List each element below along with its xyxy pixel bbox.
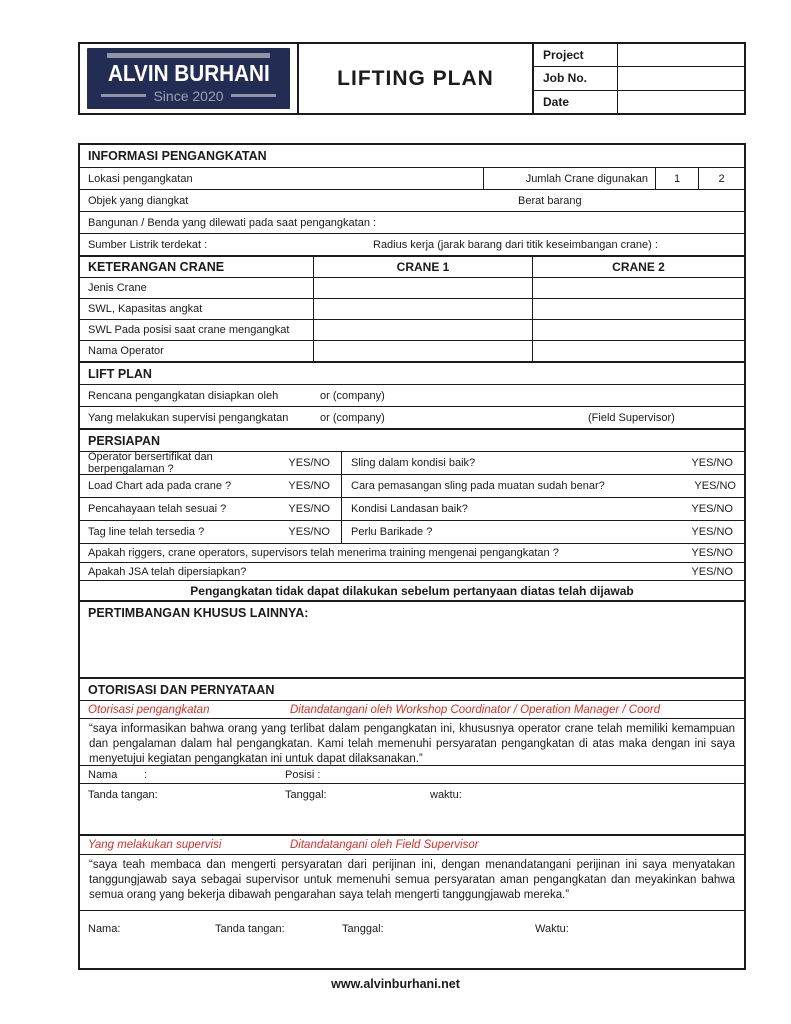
bangunan-label: Bangunan / Benda yang dilewati pada saat pengangkatan : <box>88 216 377 229</box>
rencana-company-label: or (company) <box>320 389 385 402</box>
persiapan-row-jsa <box>80 562 744 580</box>
section-otorisasi-header <box>80 677 744 700</box>
supervisi-signature-row <box>80 910 744 968</box>
supervisi-statement: “saya teah membaca dan mengerti persyaratan dari perijinan ini, dengan menandatangani perijinan ini saya menyatakan tanggungjawab saya sebagai supervisor untuk memenuhi semua persyaratan aman pengangkatan dan meyakinkan bahwa semua orang yang bekerja dibawah pengarahan saya telah mengerti tanggungjawab mereka.” <box>89 859 735 902</box>
crane-count-option-1[interactable]: 1 <box>655 168 698 189</box>
section-pertimbangan <box>80 600 744 677</box>
question-load-chart <box>80 475 342 497</box>
nama-colon: : <box>144 768 148 781</box>
supervisi-signer-label: Ditandatangani oleh Field Supervisor <box>290 839 479 851</box>
swl-posisi-label: SWL Pada posisi saat crane mengangkat <box>88 324 290 336</box>
supervisi-roles-row <box>80 834 744 854</box>
jenis-crane-label: Jenis Crane <box>88 282 147 294</box>
yesno-sling-kondisi[interactable]: YES/NO <box>691 457 733 469</box>
question-pencahayaan <box>80 498 342 520</box>
posisi-label: Posisi : <box>285 768 321 781</box>
nama-operator-label: Nama Operator <box>88 345 164 357</box>
section-otorisasi-title: OTORISASI DAN PERNYATAAN <box>88 682 275 697</box>
swl-crane2-field[interactable] <box>532 299 744 319</box>
crane-row-operator <box>80 340 744 361</box>
row-rencana <box>80 384 744 406</box>
field-supervisor-label: (Field Supervisor) <box>588 411 675 424</box>
tanggal-label: Tanggal: <box>285 789 327 801</box>
question-text: Perlu Barikade ? <box>351 526 433 538</box>
persiapan-row-3 <box>80 497 744 520</box>
question-text: Pencahayaan telah sesuai ? <box>88 503 227 515</box>
crane2-column-header: CRANE 2 <box>532 257 744 277</box>
waktu-label: waktu: <box>430 789 462 801</box>
section-pertimbangan-title: PERTIMBANGAN KHUSUS LAINNYA: <box>88 606 309 620</box>
operator-crane2-field[interactable] <box>532 341 744 361</box>
question-text: Load Chart ada pada crane ? <box>88 480 232 492</box>
logo-dash-left <box>101 94 146 97</box>
rencana-label: Rencana pengangkatan disiapkan oleh <box>88 389 279 402</box>
persiapan-row-2 <box>80 474 744 497</box>
row-supervisi <box>80 406 744 428</box>
sumber-listrik-label: Sumber Listrik terdekat : <box>88 238 208 251</box>
section-informasi-header <box>80 145 744 167</box>
yesno-barikade[interactable]: YES/NO <box>691 526 733 538</box>
yesno-pencahayaan[interactable]: YES/NO <box>288 503 330 515</box>
waktu-label: Waktu: <box>535 923 569 935</box>
question-text: Sling dalam kondisi baik? <box>351 457 476 469</box>
jumlah-crane-label: Jumlah Crane digunakan <box>483 168 655 189</box>
question-operator-cert <box>80 452 342 474</box>
lokasi-label: Lokasi pengangkatan <box>88 172 193 185</box>
header-meta-table <box>532 44 744 113</box>
project-value-field[interactable] <box>618 44 744 66</box>
date-label: Date <box>534 91 618 113</box>
crane-count-option-2[interactable]: 2 <box>698 168 744 189</box>
yesno-operator-cert[interactable]: YES/NO <box>288 457 330 469</box>
question-jsa: Apakah JSA telah dipersiapkan? <box>88 565 247 578</box>
question-text: Tag line telah tersedia ? <box>88 526 205 538</box>
yesno-jsa[interactable]: YES/NO <box>691 565 733 578</box>
swl-label: SWL, Kapasitas angkat <box>88 303 203 315</box>
meta-row-jobno <box>534 67 744 90</box>
section-informasi-title: INFORMASI PENGANGKATAN <box>88 149 267 163</box>
persiapan-row-4 <box>80 520 744 543</box>
row-lokasi <box>80 167 744 189</box>
persiapan-row-1 <box>80 451 744 474</box>
question-pemasangan-sling <box>342 475 744 497</box>
pertimbangan-notes-area[interactable] <box>308 602 744 677</box>
yesno-landasan[interactable]: YES/NO <box>691 503 733 515</box>
row-sumber-listrik <box>80 233 744 255</box>
radius-kerja-label: Radius kerja (jarak barang dari titik keseimbangan crane) : <box>373 238 658 251</box>
row-objek <box>80 189 744 211</box>
question-text: Kondisi Landasan baik? <box>351 503 468 515</box>
question-barikade <box>342 521 744 543</box>
section-persiapan-title: PERSIAPAN <box>88 433 161 448</box>
tanda-tangan-label: Tanda tangan: <box>215 923 285 935</box>
yesno-load-chart[interactable]: YES/NO <box>288 480 330 492</box>
website-link[interactable]: www.alvinburhani.net <box>331 977 460 991</box>
persiapan-row-training <box>80 543 744 562</box>
otorisasi-statement: “saya informasikan bahwa orang yang terlibat dalam pengangkatan ini, khususnya operator crane telah memiliki kemampuan dan pengalaman dalam hal pengangkatan. Kami telah memenuhi persyaratan pengangkatan di atas maka dengan ini saya menyetujui kegiatan pengangkatan ini untuk dapat dilaksanakan.” <box>89 723 735 766</box>
berat-barang-label: Berat barang <box>518 194 582 207</box>
question-text: Operator bersertifikat dan berpengalaman ? <box>88 451 213 475</box>
row-bangunan <box>80 211 744 233</box>
operator-crane1-field[interactable] <box>313 341 532 361</box>
otorisasi-signer-label: Ditandatangani oleh Workshop Coordinator / Operation Manager / Coord <box>290 703 661 716</box>
swl-crane1-field[interactable] <box>313 299 532 319</box>
crane-row-swl-posisi <box>80 319 744 340</box>
question-tagline <box>80 521 342 543</box>
logo-cell <box>80 44 299 113</box>
document-title: LIFTING PLAN <box>337 66 494 90</box>
jenis-crane2-field[interactable] <box>532 278 744 298</box>
swl-posisi-crane1-field[interactable] <box>313 320 532 340</box>
question-training: Apakah riggers, crane operators, supervisors telah menerima training mengenai pengangkatan ? <box>88 547 559 559</box>
swl-posisi-crane2-field[interactable] <box>532 320 744 340</box>
crane-row-jenis <box>80 277 744 298</box>
company-logo <box>87 48 290 109</box>
yesno-pemasangan-sling[interactable]: YES/NO <box>694 480 736 492</box>
otorisasi-role-label: Otorisasi pengangkatan <box>88 703 210 716</box>
supervisi-statement-row <box>80 854 744 910</box>
crane1-column-header: CRANE 1 <box>313 257 532 277</box>
jenis-crane1-field[interactable] <box>313 278 532 298</box>
otorisasi-nama-row <box>80 765 744 783</box>
crane-table-title: KETERANGAN CRANE <box>88 260 225 274</box>
supervisi-label: Yang melakukan supervisi pengangkatan <box>88 411 289 424</box>
objek-label: Objek yang diangkat <box>88 194 189 207</box>
question-landasan <box>342 498 744 520</box>
crane-row-swl <box>80 298 744 319</box>
company-name: ALVIN BURHANI <box>107 60 270 87</box>
meta-row-date <box>534 91 744 113</box>
logo-tagline <box>101 88 276 104</box>
logo-dash-right <box>231 94 276 97</box>
crane-table-header <box>80 255 744 277</box>
tanggal-label: Tanggal: <box>342 923 384 935</box>
otorisasi-statement-row <box>80 718 744 765</box>
otorisasi-signature-row <box>80 783 744 834</box>
nama-label: Nama: <box>88 923 121 935</box>
supervisi-company-label: or (company) <box>320 411 385 424</box>
yesno-training[interactable]: YES/NO <box>691 547 733 559</box>
jobno-label: Job No. <box>534 67 618 89</box>
lifting-plan-form <box>78 143 746 970</box>
form-header <box>78 42 746 115</box>
section-persiapan-header <box>80 428 744 451</box>
question-text: Cara pemasangan sling pada muatan sudah benar? <box>351 480 605 492</box>
otorisasi-roles-row <box>80 700 744 718</box>
date-value-field[interactable] <box>618 91 744 113</box>
logo-since-text: Since 2020 <box>153 87 224 104</box>
persiapan-notice: Pengangkatan tidak dapat dilakukan sebelum pertanyaan diatas telah dijawab <box>80 580 744 600</box>
tanda-tangan-label: Tanda tangan: <box>88 789 158 801</box>
yesno-tagline[interactable]: YES/NO <box>288 526 330 538</box>
section-liftplan-header <box>80 361 744 384</box>
jobno-value-field[interactable] <box>618 67 744 89</box>
question-sling-kondisi <box>342 452 744 474</box>
nama-label: Nama <box>88 768 118 781</box>
project-label: Project <box>534 44 618 66</box>
supervisi-role-label: Yang melakukan supervisi <box>88 839 222 851</box>
logo-top-bar <box>107 53 269 58</box>
section-liftplan-title: LIFT PLAN <box>88 366 152 381</box>
meta-row-project <box>534 44 744 67</box>
